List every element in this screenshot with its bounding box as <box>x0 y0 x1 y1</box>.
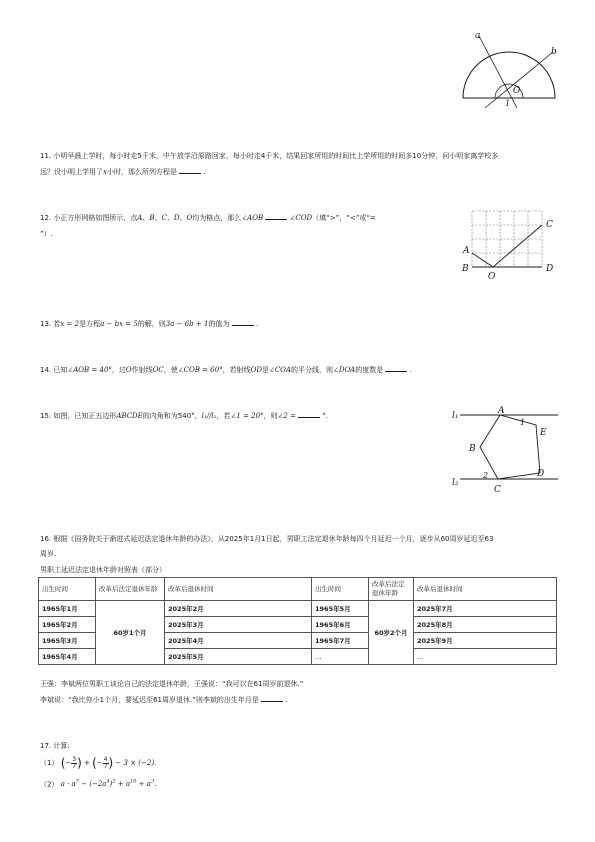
pentagon <box>480 415 540 479</box>
exponent: 3 <box>150 779 155 785</box>
denominator: 7 <box>72 762 77 770</box>
cell: 1965年2月 <box>39 617 96 633</box>
header-cell: 改革后法定退休年龄 <box>369 578 414 601</box>
math-part: ) <box>109 780 113 789</box>
question-text: 周岁. <box>40 550 57 558</box>
line-b <box>485 52 553 108</box>
part-label: （2） <box>40 780 59 789</box>
math: OD <box>250 366 262 374</box>
question-text: 均为格点，那么 <box>192 214 242 222</box>
cell: 2025年8月 <box>414 617 557 633</box>
cell: 1965年3月 <box>39 633 96 649</box>
question-text: 根据《国务院关于渐进式延迟法定退休年龄的办法》，从2025年1月1日起，男职工法定退休年龄每四个月延迟一个月，逐步从60周岁延迟至63 <box>53 535 494 543</box>
math: O <box>125 366 132 374</box>
label-l1: l₁ <box>452 411 459 421</box>
outer-semicircle <box>463 52 555 98</box>
exponent: 4 <box>106 779 110 785</box>
question-number: 13. <box>40 320 52 328</box>
label-D: D <box>546 264 554 274</box>
cell: … <box>414 649 557 665</box>
table-title <box>40 564 166 576</box>
question-text: 小正方形网格如图所示，点 <box>53 214 138 222</box>
cell: 60岁1个月 <box>96 601 165 665</box>
cell: 2025年9月 <box>414 633 557 649</box>
label-O: O <box>488 272 496 282</box>
retirement-table <box>38 577 557 665</box>
math: ∠1 = 20° <box>230 412 264 420</box>
q17-part1: （1） (− $\frac{3}{7}$ ) + (− $\frac{4}{7}$ ) − 3 × (−2). <box>40 755 157 770</box>
label-E: E <box>540 428 547 438</box>
cell: 2025年2月 <box>165 601 312 617</box>
angle-aob: ∠AOB <box>241 214 264 222</box>
question-text: ，若 <box>216 412 231 420</box>
math: ABCDE <box>116 412 143 420</box>
cell: 2025年5月 <box>165 649 312 665</box>
label-C: C <box>494 485 501 495</box>
exponent: 2 <box>112 779 116 785</box>
question-text: 王强：李斌两位男职工谈论自己的法定退休年龄，王强说：“我可以在61周岁前退休.” <box>40 680 304 688</box>
math <box>61 780 157 788</box>
exponent: 7 <box>75 779 79 785</box>
question-12 <box>40 212 376 224</box>
grid-figure <box>460 205 560 285</box>
math: 3a − 6b + 1 <box>165 320 209 328</box>
math: ∠2 = <box>277 412 296 420</box>
question-text: 的平分线，则 <box>290 366 333 374</box>
numerator: 3 <box>72 755 77 763</box>
math-part: − (−2a <box>78 780 107 789</box>
header-cell: 出生时间 <box>39 578 96 601</box>
table-header-row <box>39 578 557 601</box>
label-B: B <box>462 264 469 274</box>
label-D: D <box>537 469 545 479</box>
question-number: 15. <box>40 412 52 420</box>
question-11-line2 <box>40 166 206 178</box>
question-text: 是 <box>261 366 269 374</box>
punct: . <box>255 320 259 328</box>
numerator: 4 <box>103 755 108 763</box>
header-cell: 改革后法定退休年龄 <box>96 578 165 601</box>
question-number: 14. <box>40 366 52 374</box>
question-text: ，使 <box>163 366 178 374</box>
math: OC <box>152 366 164 374</box>
punct: . <box>203 168 206 176</box>
math: ∠COB = 60° <box>177 366 223 374</box>
question-number: 11. <box>40 152 52 160</box>
answer-blank[interactable] <box>261 694 283 702</box>
label-l2: l₂ <box>452 478 459 488</box>
question-text: 的值为 <box>208 320 230 328</box>
question-text: （填“>”，“<”或“= <box>312 214 376 222</box>
protractor-figure <box>455 30 565 110</box>
question-text: 远？设小明上学用了 <box>40 168 103 176</box>
header-cell: 改革后退休时间 <box>165 578 312 601</box>
cell: 1965年7月 <box>312 633 369 649</box>
question-text: 若 <box>53 320 61 328</box>
label-A: A <box>463 246 470 256</box>
cell: … <box>312 649 369 665</box>
question-14 <box>40 364 412 376</box>
header-cell: 出生时间 <box>312 578 369 601</box>
math-part: ÷ a <box>136 780 151 789</box>
label-1: 1 <box>505 99 511 108</box>
answer-blank[interactable] <box>179 166 201 174</box>
question-number: 16. <box>40 535 52 543</box>
points: A、B、C、D、O <box>137 214 193 222</box>
math: ∠DOA <box>332 366 356 374</box>
answer-blank[interactable] <box>265 212 287 220</box>
question-17 <box>40 740 70 752</box>
math: l₁//l₂ <box>201 412 217 420</box>
cell: 1965年1月 <box>39 601 96 617</box>
question-text: 作射线 <box>131 366 153 374</box>
pentagon-figure <box>450 403 565 498</box>
question-text: ，若射线 <box>222 366 251 374</box>
answer-blank[interactable] <box>232 318 254 326</box>
question-text: 如图，已知正五边形 <box>53 412 117 420</box>
question-text: 小明早晨上学时，每小时走5千米，中午放学沿原路回家，每小时走4千米，结果回家所用的时间比上学所用的时间多10分钟，问小明家离学校多 <box>53 152 499 160</box>
punct: °. <box>322 412 329 420</box>
label-C: C <box>546 220 553 230</box>
question-12-line2 <box>40 228 53 240</box>
segment-oa <box>472 253 493 267</box>
question-text: ”）. <box>40 230 53 238</box>
question-11 <box>40 150 498 162</box>
label-A: A <box>498 406 505 416</box>
math: − 3 × (−2). <box>115 759 157 767</box>
question-number: 17. <box>40 742 52 750</box>
table-caption: 男职工延迟法定退休年龄对照表（部分） <box>40 566 166 574</box>
question-text: 李斌说：“我比你小1个月，要延迟至61周岁退休.”则李斌的出生年月是 <box>40 696 259 704</box>
math-part: a · a <box>60 780 76 789</box>
table-row <box>39 601 557 617</box>
label-o: O <box>513 86 521 96</box>
math-part: + a <box>115 780 131 789</box>
question-16-line2 <box>40 548 56 560</box>
cell: 1965年6月 <box>312 617 369 633</box>
cell: 2025年7月 <box>414 601 557 617</box>
label-1: 1 <box>520 418 526 427</box>
question-text: ，则 <box>263 412 278 420</box>
question-text: ，过 <box>111 366 126 374</box>
label-B: B <box>469 444 476 454</box>
question-text: 是方程 <box>79 320 101 328</box>
answer-blank[interactable] <box>385 364 407 372</box>
punct: . <box>285 696 288 704</box>
part-label: （1） <box>40 759 59 767</box>
denominator: 7 <box>103 762 108 770</box>
segment-oc <box>493 225 542 267</box>
question-text: 小时，那么所列方程是 <box>106 168 177 176</box>
cell: 1965年4月 <box>39 649 96 665</box>
math: ∠AOB = 40° <box>67 366 112 374</box>
cell: 2025年4月 <box>165 633 312 649</box>
question-text: 已知 <box>53 366 68 374</box>
label-a: a <box>475 31 481 41</box>
exponent: 10 <box>130 779 137 785</box>
cell: 1965年5月 <box>312 601 369 617</box>
math: a − bx = 5 <box>100 320 138 328</box>
q16-li <box>40 694 288 706</box>
question-16 <box>40 533 493 545</box>
question-text: 的解，则 <box>137 320 166 328</box>
question-text: 的内角和为540°， <box>142 412 202 420</box>
punct: . <box>409 366 412 374</box>
math: ∠COA <box>268 366 291 374</box>
label-b: b <box>551 47 557 57</box>
question-text: 的度数是 <box>355 366 384 374</box>
angle-cod: ∠COD <box>289 214 313 222</box>
question-number: 12. <box>40 214 52 222</box>
math: x = 2 <box>60 320 80 328</box>
variable: x <box>103 168 107 176</box>
question-13 <box>40 318 258 330</box>
answer-blank[interactable] <box>298 410 320 418</box>
label-2: 2 <box>483 471 489 480</box>
cell: 60岁2个月 <box>369 601 414 665</box>
punct: . <box>154 780 157 789</box>
q17-part2 <box>40 776 156 790</box>
cell: 2025年3月 <box>165 617 312 633</box>
header-cell: 改革后退休时间 <box>414 578 557 601</box>
question-text: 计算: <box>53 742 70 750</box>
question-15 <box>40 410 328 422</box>
q16-wang <box>40 678 303 690</box>
